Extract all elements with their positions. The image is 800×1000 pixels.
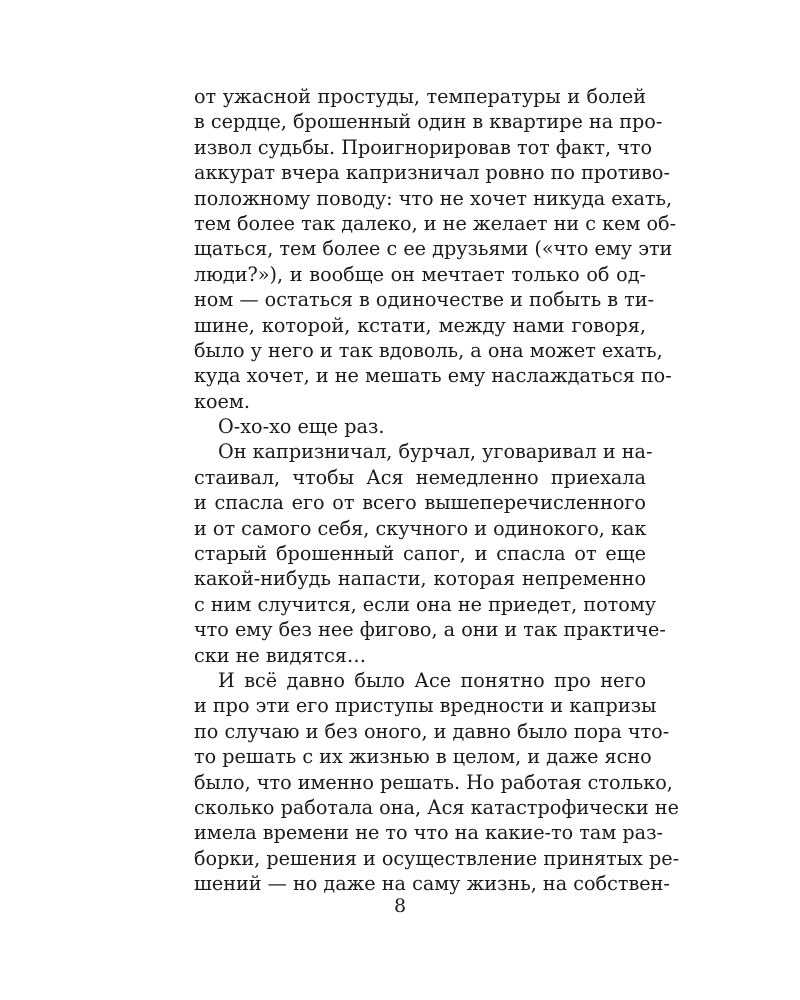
text-line: люди?»), и вообще он мечтает только об од- (194, 262, 646, 286)
text-line: О-хо-хо еще раз. (218, 415, 385, 439)
body-text (194, 84, 680, 897)
text-line: в сердце, брошенный один в квартире на про- (194, 110, 663, 134)
text-line: с ним случится, если она не приедет, потому (194, 592, 657, 616)
text-line: ном — остаться в одиночестве и побыть в ти- (194, 288, 655, 312)
text-line: борки, решения и осуществление принятых ре- (194, 846, 680, 870)
text-line: шений — но даже на саму жизнь, на собствен- (194, 872, 670, 896)
text-line: коем. (194, 389, 250, 413)
text-line: и от самого себя, скучного и одинокого, как (194, 516, 647, 540)
paragraph (194, 439, 666, 668)
text-line: положному поводу: что не хочет никуда ехать, (194, 186, 673, 210)
text-line: было, что именно решать. Но работая столько, (194, 770, 673, 794)
text-line: сколько работала она, Ася катастрофически не (194, 795, 679, 819)
text-line: по случаю и без оного, и давно было пора что- (194, 719, 670, 743)
text-line: то решать с их жизнью в целом, и даже ясно (194, 745, 652, 769)
text-line: стаивал, чтобы Ася немедленно приехала (194, 465, 646, 489)
text-line: аккурат вчера капризничал ровно по противо- (194, 161, 670, 185)
paragraph (194, 668, 680, 897)
text-line: и спасла его от всего вышеперечисленного (194, 491, 646, 515)
text-line: Он капризничал, бурчал, уговаривал и на- (218, 440, 653, 464)
text-line: старый брошенный сапог, и спасла от еще (194, 542, 646, 566)
text-line: извол судьбы. Проигнорировав тот факт, что (194, 135, 653, 159)
text-line: ски не видятся… (194, 643, 367, 667)
paragraph (194, 414, 646, 439)
text-line: было у него и так вдоволь, а она может ехать, (194, 338, 663, 362)
text-line: шине, которой, кстати, между нами говоря, (194, 313, 646, 337)
text-line: И всё давно было Асе понятно про него (218, 668, 646, 692)
text-line: щаться, тем более с ее друзьями («что ему эти (194, 237, 673, 261)
text-line: куда хочет, и не мешать ему наслаждаться по- (194, 364, 672, 388)
text-line: какой-нибудь напасти, которая непременно (194, 567, 646, 591)
text-line: и про эти его приступы вредности и капризы (194, 694, 657, 718)
text-line: от ужасной простуды, температуры и болей (194, 85, 646, 108)
text-line: тем более так далеко, и не желает ни с кем об- (194, 211, 677, 235)
text-line: что ему без нее фигово, а они и так практиче- (194, 618, 666, 642)
paragraph (194, 84, 677, 414)
text-line: имела времени не то что на какие-то там раз- (194, 821, 664, 845)
page-number: 8 (393, 895, 407, 917)
